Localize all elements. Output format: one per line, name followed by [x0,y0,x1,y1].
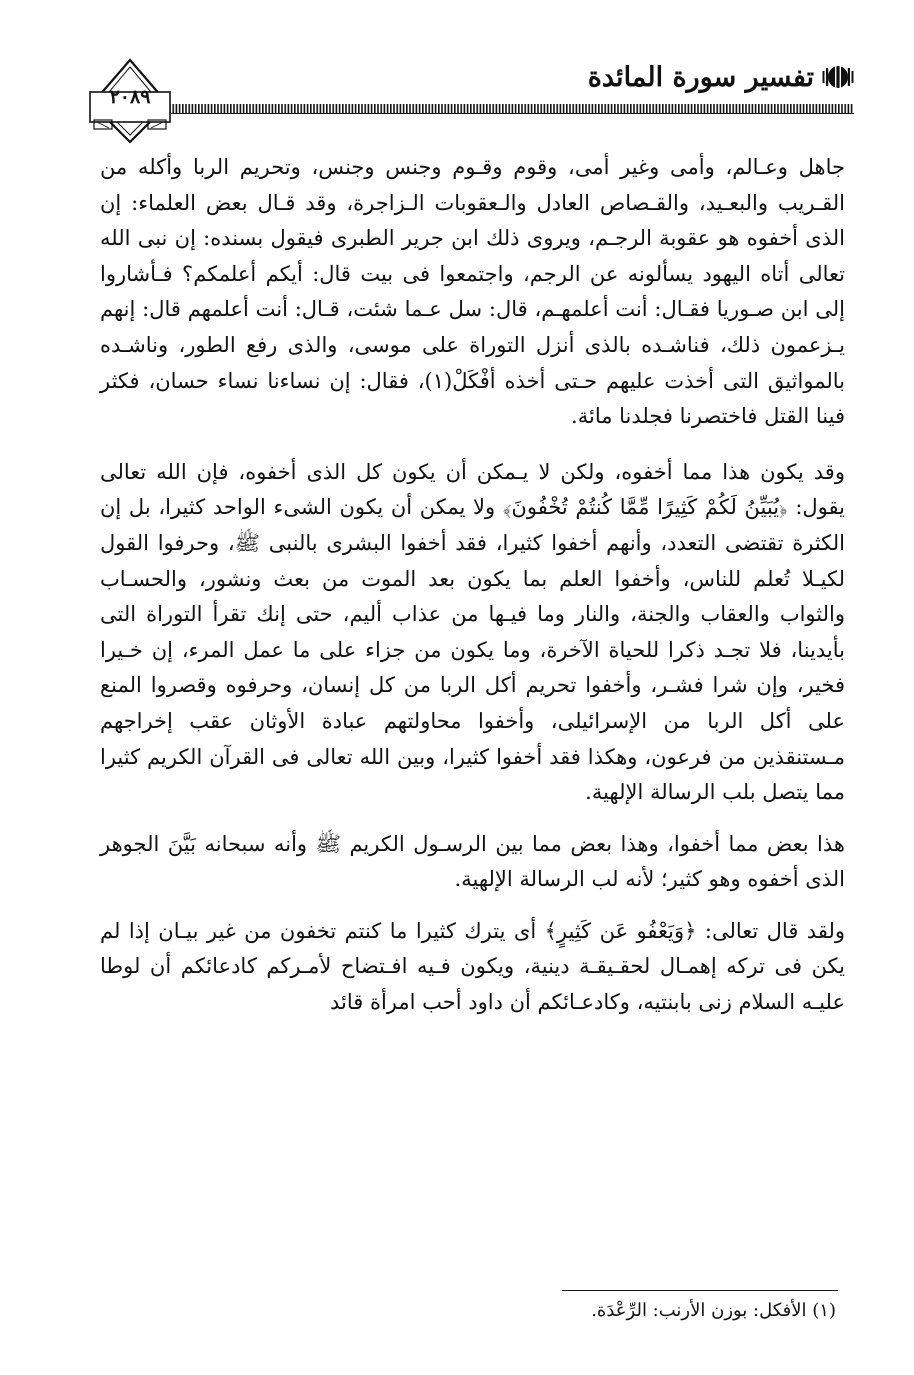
text-line: ولقد قال تعالى: ﴿وَيَعْفُو عَن كَثِيرٍ﴾ أى يترك كثيرا ما كنتم تخفون من غير [206,918,845,943]
text-line: أيكم أعلمكم؟ فـأشاروا إلى ابن صـوريا فقـال: أنت أعلمهـم، قال: سل عـما [100,261,845,322]
footnote-rule [562,1290,838,1291]
paragraph [100,455,845,811]
rosette-ornament-icon [822,64,854,90]
text-line: من جزاء على ما عمل المرء، إن خـيرا فخير، وإن شرا فشـر، وأخفوا تحريم أكل [100,637,846,698]
text-line: بالنبى ﷺ، وحرفوا القول لكيـلا تُعلم للناس، وأخفوا العلم بما يكون بعد الموت [100,530,845,591]
text-line: هذا بعض مما أخفوا، وهذا بعض مما بين الرسـول الكريم ﷺ وأنه سبحانه [204,831,845,856]
text-line: كادعائكم أن لوطا عليـه السلام زنى بابنتيه، وكادعـائكم أن داود أحب امرأة قائد [100,954,845,1015]
header-rule [166,104,854,114]
text-line: أليم، حتى إنك تقرأ التوراة التى بأيدينا، فلا تجـد ذكرا للحياة الآخرة، وما يكون [100,602,845,662]
paragraph [100,827,845,898]
text-line: أفْكَلْ(١)، فقال: إن نساءنا نساء حسان، فكثر فينا القتل فاختصرنا فجلدنا مائة. [100,368,845,429]
text-line: الله تعالى يقول: ﴿يُبَيِّنُ لَكُمْ كَثِيرًا مِّمَّا كُنتُمْ تُخْفُونَ﴾ ولا يمكن أن يكون الشىء [100,459,845,520]
text-line: شئت، قـال: أنت أعلمهم قال: إنهم يـزعمون ذلك، فناشـده بالذى أنزل التوراة [100,297,845,357]
text-line: جاهل وعـالم، وأمى وغير أمى، وقوم وقـوم وجنس وجنس، وتحريم الربا وأكله [138,155,845,179]
footnote: (١) الأفكل: بوزن الأرنب: الرِّعْدَة. [591,1300,836,1321]
page-header [88,56,854,146]
body-text [100,150,845,1021]
paragraph [100,914,845,1021]
running-title: تفسير سورة المائدة [587,62,814,93]
paragraph [100,150,845,435]
text-line: كثيرا، وبين الله تعالى فى القرآن الكريم كثيرا مما يتصل بلب الرسالة الإلهية. [100,744,845,805]
text-line: العلماء: إن الذى أخفوه هو عقوبة الرجـم، ويروى ذلك ابن جرير الطبرى فيقول [100,190,845,251]
text-line: من القـريب والبعـيد، والقـصاص العادل والـعقوبات الـزاجرة، وقد قـال بعض [100,155,845,215]
text-line: وقد يكون هذا مما أخفوه، ولكن لا يـمكن أن يكون كل الذى أخفوه، فإن [196,459,845,484]
text-line: من بعث ونشور، والحسـاب والثواب والعقاب والجنة، والنار وما فيـها من عذاب [100,566,845,627]
text-line: بيـان إذا لم يكن فى تركه إهمـال لحقـيقـة دينية، ويكون فـيه افـتضاح لأمـركم [100,918,845,979]
text-line: محاولتهم عبادة الأوثان عقب إخراجهم مـستنقذين من فرعون، وهكذا فقد أخفوا [100,708,845,769]
text-line: بسنده: إن نبى الله تعالى أتاه اليهود يسألونه عن الرجم، واجتمعوا فى بيت قال: [100,226,845,286]
text-line: الواحد كثيرا، بل إن الكثرة تقتضى التعدد، وأنهم أخفوا كثيرا، فقد أخفوا البشرى [100,495,845,555]
text-line: بَيَّنَ الجوهر الذى أخفوه وهو كثير؛ لأنه لب الرسالة الإلهية. [100,831,845,892]
text-line: الربا من كل إنسان، وحرفوه وقصروا المنع على أكل الربا من الإسرائيلى، وأخفوا [100,673,845,733]
text-line: على موسى، والذى رفع الطور، وناشـده بالمواثيق التى أخذت عليهم حـتى أخذه [100,332,845,393]
page-number: ٢٠٨٩ [109,86,151,108]
